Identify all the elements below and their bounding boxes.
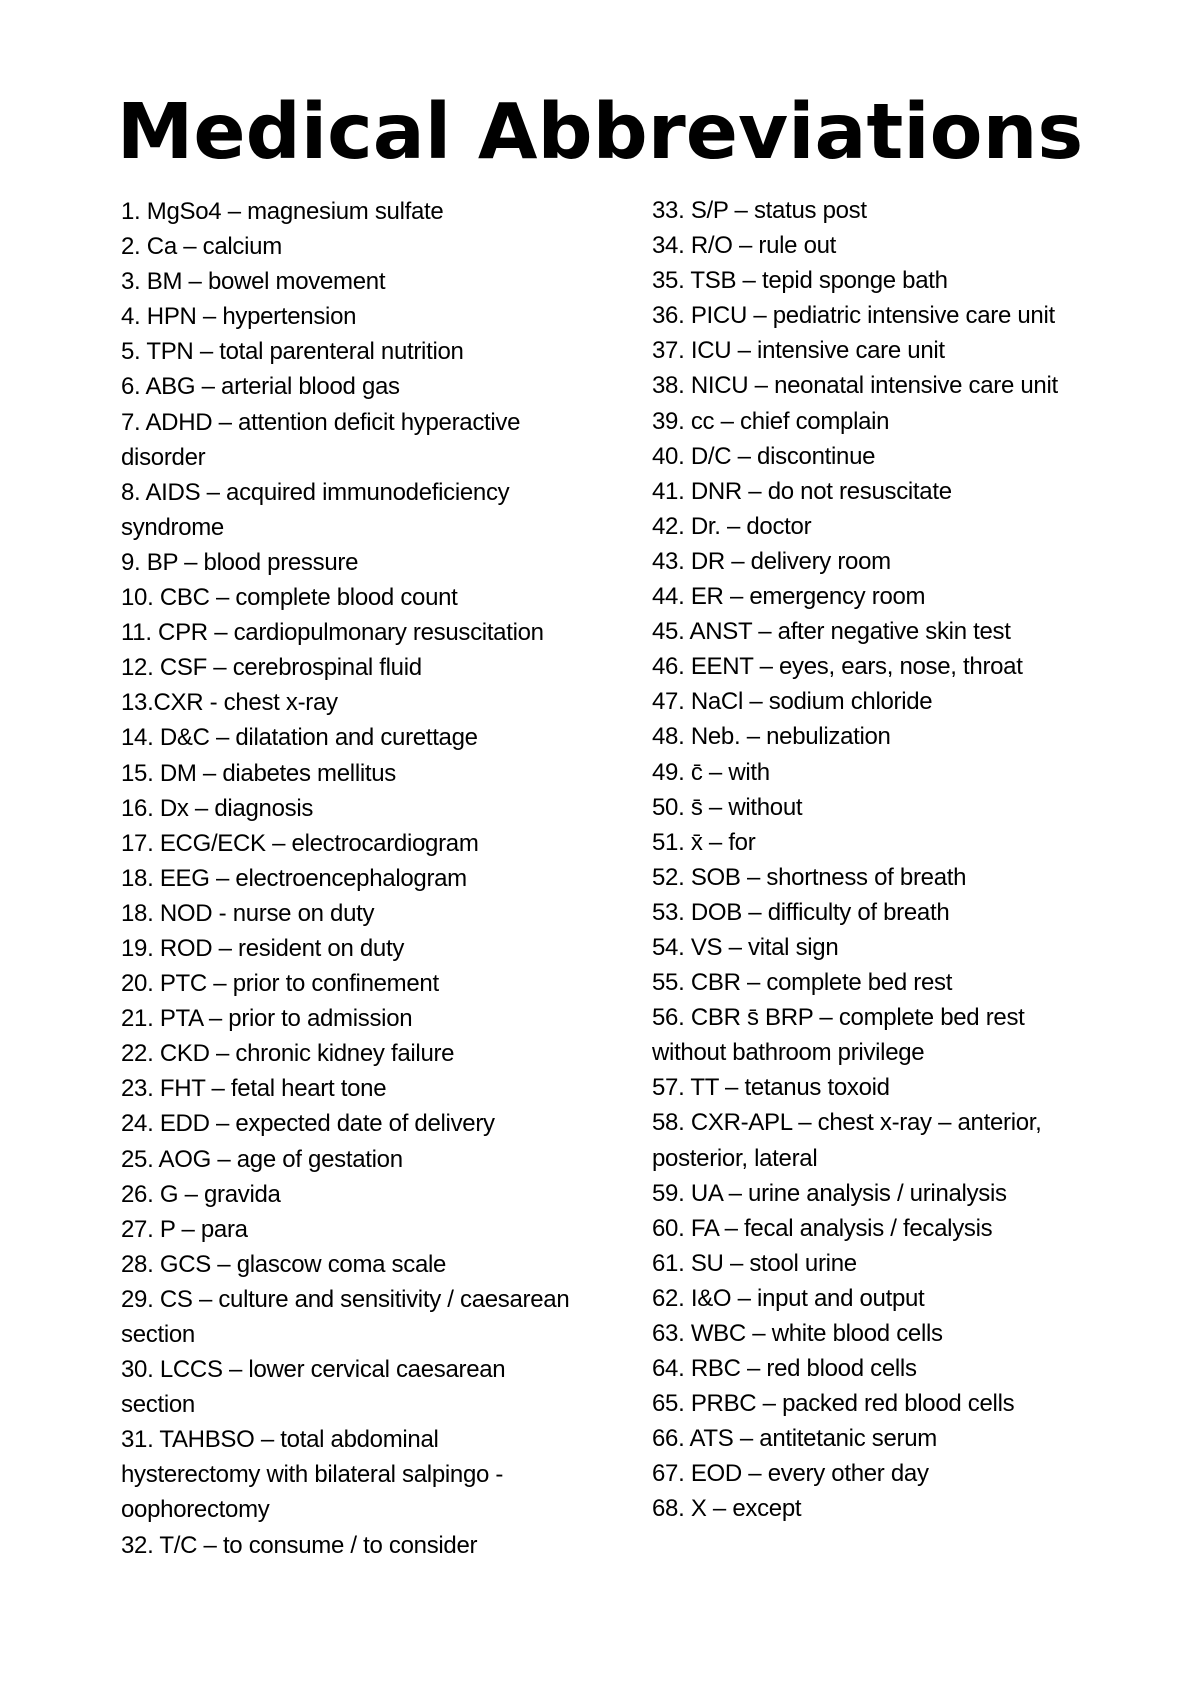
- list-item: 62. I&O – input and output: [652, 1284, 925, 1312]
- list-item: 11. CPR – cardiopulmonary resuscitation: [121, 619, 544, 647]
- list-item: 2. Ca – calcium: [121, 233, 282, 261]
- list-item: 30. LCCS – lower cervical caesarean section: [121, 1356, 512, 1419]
- list-item: 38. NICU – neonatal intensive care unit: [652, 372, 1058, 400]
- list-item: 6. ABG – arterial blood gas: [121, 373, 400, 401]
- list-item: 36. PICU – pediatric intensive care unit: [652, 302, 1055, 330]
- list-item: 27. P – para: [121, 1215, 248, 1243]
- list-item: 23. FHT – fetal heart tone: [121, 1075, 387, 1103]
- list-item: 18. NOD - nurse on duty: [121, 899, 375, 927]
- list-item: 44. ER – emergency room: [652, 583, 926, 611]
- list-item: 51. x̄ – for: [652, 828, 756, 856]
- list-item: 7. ADHD – attention deficit hyperactive disorder: [121, 408, 527, 471]
- list-item: 13.CXR - chest x-ray: [121, 689, 338, 717]
- list-item: 68. X – except: [652, 1495, 802, 1523]
- list-item: 39. cc – chief complain: [652, 407, 890, 435]
- list-item: 41. DNR – do not resuscitate: [652, 477, 952, 505]
- list-item: 31. TAHBSO – total abdominal hysterectomy with bilateral salpingo - oophorectomy: [121, 1426, 510, 1524]
- list-item: 24. EDD – expected date of delivery: [121, 1110, 495, 1138]
- list-item: 54. VS – vital sign: [652, 933, 839, 961]
- list-item: 50. s̄ – without: [652, 793, 803, 821]
- list-item: 1. MgSo4 – magnesium sulfate: [121, 198, 444, 225]
- list-item: 15. DM – diabetes mellitus: [121, 759, 396, 787]
- list-item: 60. FA – fecal analysis / fecalysis: [652, 1214, 993, 1242]
- list-item: 59. UA – urine analysis / urinalysis: [652, 1179, 1007, 1207]
- list-item: 52. SOB – shortness of breath: [652, 863, 967, 891]
- abbreviation-list-right: [652, 193, 1082, 1527]
- list-item: 34. R/O – rule out: [652, 232, 837, 260]
- list-item: 48. Neb. – nebulization: [652, 723, 891, 751]
- list-item: 32. T/C – to consume / to consider: [121, 1531, 478, 1559]
- list-item: 65. PRBC – packed red blood cells: [652, 1390, 1015, 1418]
- list-item: 33. S/P – status post: [652, 197, 867, 224]
- list-item: 17. ECG/ECK – electrocardiogram: [121, 829, 479, 857]
- list-item: 55. CBR – complete bed rest: [652, 969, 953, 997]
- list-item: 16. Dx – diagnosis: [121, 794, 314, 822]
- abbreviation-list-left: [121, 194, 576, 1563]
- list-item: 28. GCS – glascow coma scale: [121, 1250, 447, 1278]
- list-item: 42. Dr. – doctor: [652, 512, 812, 540]
- list-item: 26. G – gravida: [121, 1180, 281, 1208]
- list-item: 8. AIDS – acquired immunodeficiency syndrome: [121, 478, 516, 541]
- list-item: 37. ICU – intensive care unit: [652, 337, 945, 365]
- list-item: 47. NaCl – sodium chloride: [652, 688, 933, 716]
- list-item: 19. ROD – resident on duty: [121, 934, 405, 962]
- list-item: 25. AOG – age of gestation: [121, 1145, 403, 1173]
- list-item: 35. TSB – tepid sponge bath: [652, 267, 948, 295]
- list-item: 21. PTA – prior to admission: [121, 1005, 413, 1033]
- list-item: 22. CKD – chronic kidney failure: [121, 1040, 455, 1068]
- list-item: 63. WBC – white blood cells: [652, 1320, 943, 1347]
- list-item: 20. PTC – prior to confinement: [121, 970, 439, 998]
- list-item: 46. EENT – eyes, ears, nose, throat: [652, 653, 1023, 681]
- list-item: 64. RBC – red blood cells: [652, 1355, 917, 1383]
- list-item: 14. D&C – dilatation and curettage: [121, 724, 478, 752]
- list-item: 4. HPN – hypertension: [121, 303, 357, 331]
- list-item: 66. ATS – antitetanic serum: [652, 1425, 937, 1453]
- list-item: 56. CBR s̄ BRP – complete bed rest without bathroom privilege: [652, 1004, 1031, 1067]
- list-item: 29. CS – culture and sensitivity / caesarean section: [121, 1285, 576, 1348]
- list-item: 67. EOD – every other day: [652, 1460, 929, 1488]
- list-item: 9. BP – blood pressure: [121, 548, 359, 576]
- list-item: 10. CBC – complete blood count: [121, 584, 458, 612]
- list-item: 45. ANST – after negative skin test: [652, 618, 1011, 646]
- list-item: 3. BM – bowel movement: [121, 268, 386, 296]
- list-item: 12. CSF – cerebrospinal fluid: [121, 654, 422, 682]
- list-item: 61. SU – stool urine: [652, 1249, 857, 1277]
- list-item: 18. EEG – electroencephalogram: [121, 864, 467, 892]
- list-item: 58. CXR-APL – chest x-ray – anterior, posterior, lateral: [652, 1109, 1048, 1172]
- list-item: 49. c̄ – with: [652, 758, 770, 786]
- list-item: 57. TT – tetanus toxoid: [652, 1074, 890, 1102]
- list-item: 40. D/C – discontinue: [652, 442, 876, 470]
- list-item: 43. DR – delivery room: [652, 547, 891, 575]
- list-item: 53. DOB – difficulty of breath: [652, 898, 950, 926]
- page-title: Medical Abbreviations: [116, 88, 1084, 177]
- list-item: 5. TPN – total parenteral nutrition: [121, 338, 464, 366]
